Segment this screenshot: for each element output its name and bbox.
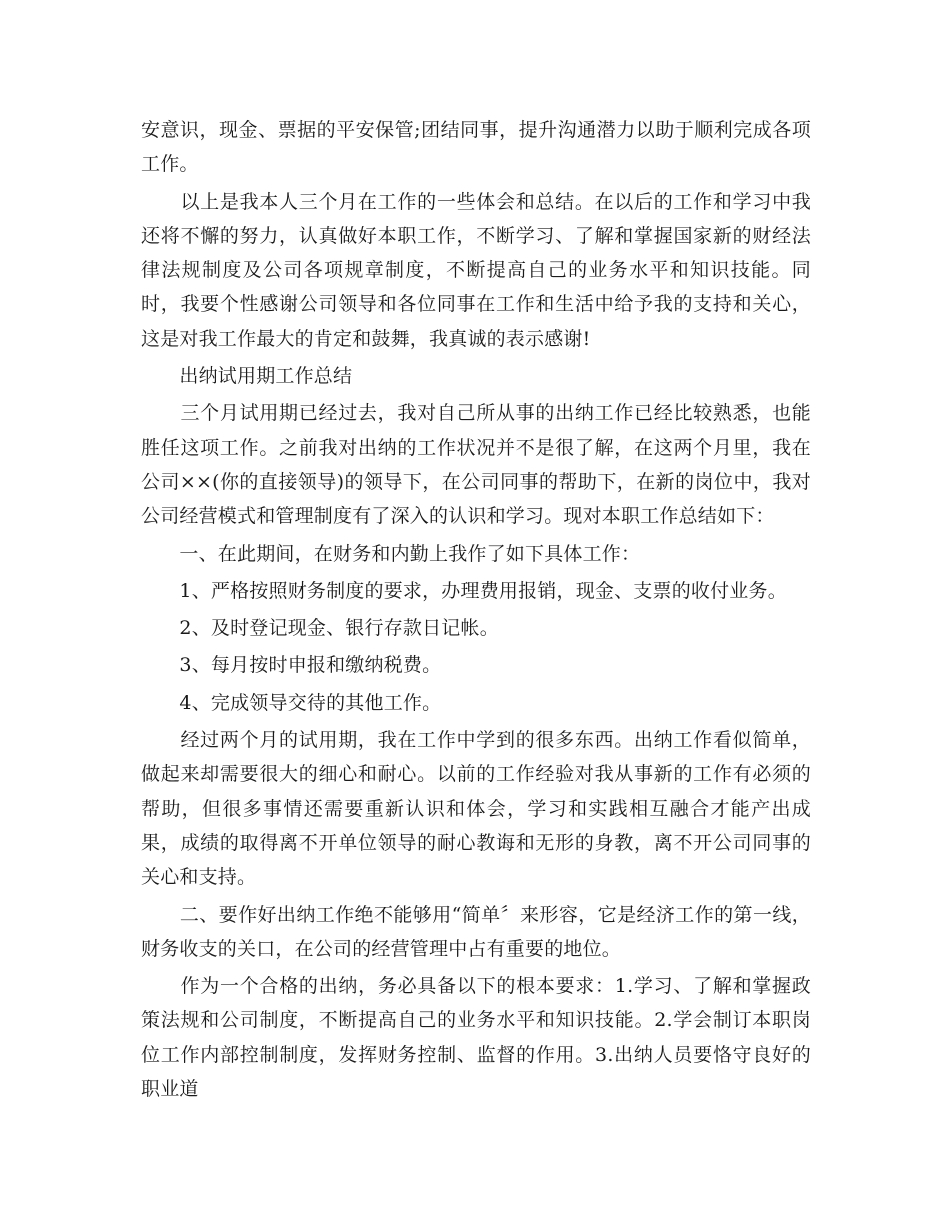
paragraph-intro: 三个月试用期已经过去，我对自己所从事的出纳工作已经比较熟悉，也能胜任这项工作。之前我对出纳的工作状况并不是很了解，在这两个月里，我在公司××(你的直接领导)的领导下，在公司同事的帮助下，在新的岗位中，我对公司经营模式和管理制度有了深入的认识和学习。现对本职工作总结如下： [141,402,811,528]
list-item-2: 2、及时登记现金、银行存款日记帐。 [141,617,499,640]
paragraph-continuation: 安意识，现金、票据的平安保管;团结同事，提升沟通潜力以助于顺利完成各项工作。 [141,119,811,176]
paragraph-summary: 以上是我本人三个月在工作的一些体会和总结。在以后的工作和学习中我还将不懈的努力，认真做好本职工作，不断学习、了解和掌握国家新的财经法律法规制度及公司各项规章制度，不断提高自己的业务水平和知识技能。同时，我要个性感谢公司领导和各位同事在工作和生活中给予我的支持和关心，这是对我工作最大的肯定和鼓舞，我真诚的表示感谢! [141,190,811,350]
paragraph-experience: 经过两个月的试用期，我在工作中学到的很多东西。出纳工作看似简单，做起来却需要很大的细心和耐心。以前的工作经验对我从事新的工作有必须的帮助，但很多事情还需要重新认识和体会，学习和实践相互融合才能产出成果，成绩的取得离不开单位领导的耐心教诲和无形的身教，离不开公司同事的关心和支持。 [141,729,811,889]
list-item-1: 1、严格按照财务制度的要求，办理费用报销，现金、支票的收付业务。 [141,579,787,602]
paragraph-requirements: 作为一个合格的出纳，务必具备以下的根本要求：1.学习、了解和掌握政策法规和公司制度，不断提高自己的业务水平和知识技能。2.学会制订本职岗位工作内部控制制度，发挥财务控制、监督的作用。3.出纳人员要恪守良好的职业道 [141,975,811,1101]
list-item-4: 4、完成领导交待的其他工作。 [141,691,442,714]
document-body [141,113,811,1106]
section-heading: 出纳试用期工作总结 [141,365,353,388]
paragraph-section-two: 二、要作好出纳工作绝不能够用“简单〞来形容，它是经济工作的第一线，财务收支的关口，在公司的经营管理中占有重要的地位。 [141,903,811,960]
paragraph-list-heading: 一、在此期间，在财务和内勤上我作了如下具体工作： [141,542,641,565]
list-item-3: 3、每月按时申报和缴纳税费。 [141,654,442,677]
